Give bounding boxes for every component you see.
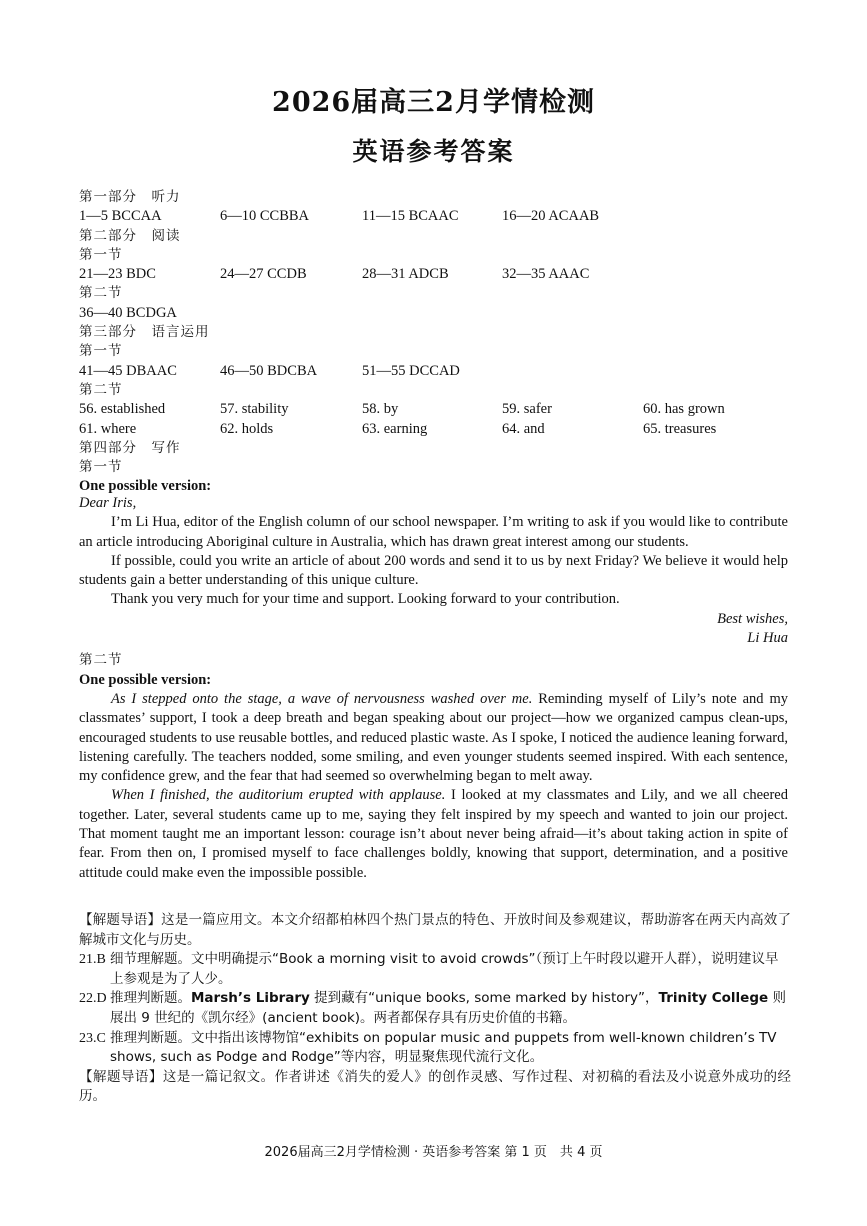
part3-section1: 第一节 xyxy=(79,343,123,360)
explanation-text: 细节理解题。文中明确提示“Book a morning visit to avoid crowds”（预订上午时段以避开人群），说明建议早上参观是为了人少。 xyxy=(110,951,779,987)
answer-item: 63. earning xyxy=(362,420,428,437)
explanation-text: 推理判断题。文中指出该博物馆“exhibits on popular music and puppets from well-known children’s TV shows, such as Podge and Rodge”等内容，明显聚焦现代流行文化。 xyxy=(110,1029,777,1066)
letter-closing: Best wishes, xyxy=(717,610,788,627)
answer-item: 61. where xyxy=(79,420,137,437)
part2-heading: 第二部分 阅读 xyxy=(79,227,181,244)
explanations xyxy=(79,911,791,1107)
part4-heading: 第四部分 写作 xyxy=(79,439,181,456)
explanation-part: 则展出 9 世纪的《凯尔经》(ancient book)。两者都保存具有历史价值的书籍。 xyxy=(110,990,786,1026)
version-label: One possible version: xyxy=(79,671,212,688)
question-answer: 23.C xyxy=(79,1030,106,1046)
answer-group: 46—50 BDCBA xyxy=(220,362,318,379)
guide-intro: 【解题导语】这是一篇应用文。本文介绍都柏林四个热门景点的特色、开放时间及参观建议，帮助游客在两天内高效了解城市文化与历史。 xyxy=(79,912,791,948)
answer-group: 24—27 CCDB xyxy=(220,266,307,283)
letter-salutation: Dear Iris, xyxy=(79,495,137,511)
explanation-item xyxy=(79,989,791,1028)
story-lead-sentence: When I finished, the auditorium erupted with applause. xyxy=(111,787,446,804)
model-essays xyxy=(79,494,788,883)
part3-section2: 第二节 xyxy=(79,381,123,398)
part2-section1: 第一节 xyxy=(79,246,123,263)
part2-section2: 第二节 xyxy=(79,285,123,302)
story-paragraph xyxy=(79,786,788,882)
answer-item: 58. by xyxy=(362,401,399,418)
part2-section1-answers xyxy=(79,265,799,284)
answer-group: 11—15 BCAAC xyxy=(362,208,459,225)
part1-answers xyxy=(79,207,799,226)
guide-intro: 【解题导语】这是一篇记叙文。作者讲述《消失的爱人》的创作灵感、写作过程、对初稿的看法及小说意外成功的经历。 xyxy=(79,1068,791,1105)
answer-item: 60. has grown xyxy=(643,401,725,418)
question-answer: 21.B xyxy=(79,952,106,968)
answer-key xyxy=(79,188,799,497)
answer-group: 41—45 DBAAC xyxy=(79,362,177,379)
part4-section2: 第二节 xyxy=(79,652,123,669)
answer-item: 56. established xyxy=(79,401,166,418)
part4-section1: 第一节 xyxy=(79,459,123,476)
page-subtitle: 英语参考答案 xyxy=(352,137,515,166)
version-label: One possible version: xyxy=(79,478,212,495)
part3-section2-answers-row1 xyxy=(79,400,799,419)
explanation-item xyxy=(79,950,791,989)
explanation-item xyxy=(79,1029,791,1068)
story-text: Reminding myself of Lily’s note and my classmates’ support, I took a deep breath and began speaking about our project—how we organized campus clean-ups, encouraged students to use reusable bottles, and reduced plastic waste. As I spoke, I noticed the audience leaning forward, listening carefully. The teachers nodded, some smiling, and even younger students seemed inspired. With each sentence, my confidence grew, and the fear that had seemed so overwhelming began to melt away. xyxy=(79,690,788,785)
part2-section2-answers: 36—40 BCDGA xyxy=(79,304,177,321)
explanation-part: 提到藏有“unique books, some marked by history”， xyxy=(309,990,659,1007)
answer-group: 21—23 BDC xyxy=(79,266,156,283)
story-lead-sentence: As I stepped onto the stage, a wave of nervousness washed over me. xyxy=(111,690,533,707)
story-text: I looked at my classmates and Lily, and we all cheered together. Later, several students came up to me, saying they felt inspired by my speech and wanted to join our project. That moment taught me an important lesson: courage isn’t about never being afraid—it’s about taking action in spite of fear. From then on, I promised myself to face challenges boldly, knowing that support, determination, and a positive attitude could make even the impossible possible. xyxy=(79,787,788,881)
question-answer: 22.D xyxy=(79,991,107,1007)
answer-group: 16—20 ACAAB xyxy=(502,208,600,225)
answer-item: 62. holds xyxy=(220,420,274,437)
answer-item: 59. safer xyxy=(502,401,552,418)
part1-heading: 第一部分 听力 xyxy=(79,189,181,205)
answer-item: 57. stability xyxy=(220,401,289,418)
story-paragraph xyxy=(79,690,788,786)
part3-heading: 第三部分 语言运用 xyxy=(79,324,210,341)
explanation-keyword: Marsh’s Library xyxy=(191,990,310,1007)
answer-item: 64. and xyxy=(502,420,545,437)
explanation-text xyxy=(110,989,791,1028)
answer-item: 65. treasures xyxy=(643,420,717,437)
part3-section1-answers xyxy=(79,362,799,381)
explanation-part: 推理判断题。 xyxy=(110,990,191,1007)
letter-paragraph: I’m Li Hua, editor of the English column of our school newspaper. I’m writing to ask if you would like to contribute an article introducing Aboriginal culture in Australia, which has drawn great interest among our students. xyxy=(79,514,788,550)
answer-group: 1—5 BCCAA xyxy=(79,208,162,225)
answer-group: 6—10 CCBBA xyxy=(220,208,310,225)
answer-group: 51—55 DCCAD xyxy=(362,362,460,379)
page-title: 2026届高三2月学情检测 xyxy=(272,87,595,118)
letter-paragraph: If possible, could you write an article of about 200 words and send it to us by next Friday? We believe it would help students gain a better understanding of this unique culture. xyxy=(79,552,788,589)
page-footer: 2026届高三2月学情检测 · 英语参考答案 第 1 页 共 4 页 xyxy=(264,1145,603,1160)
explanation-keyword: Trinity College xyxy=(658,990,769,1007)
letter-paragraph: Thank you very much for your time and support. Looking forward to your contribution. xyxy=(111,591,620,608)
answer-group: 32—35 AAAC xyxy=(502,266,590,283)
answer-group: 28—31 ADCB xyxy=(362,266,449,283)
letter-signature: Li Hua xyxy=(747,630,788,647)
part3-section2-answers-row2 xyxy=(79,420,799,439)
